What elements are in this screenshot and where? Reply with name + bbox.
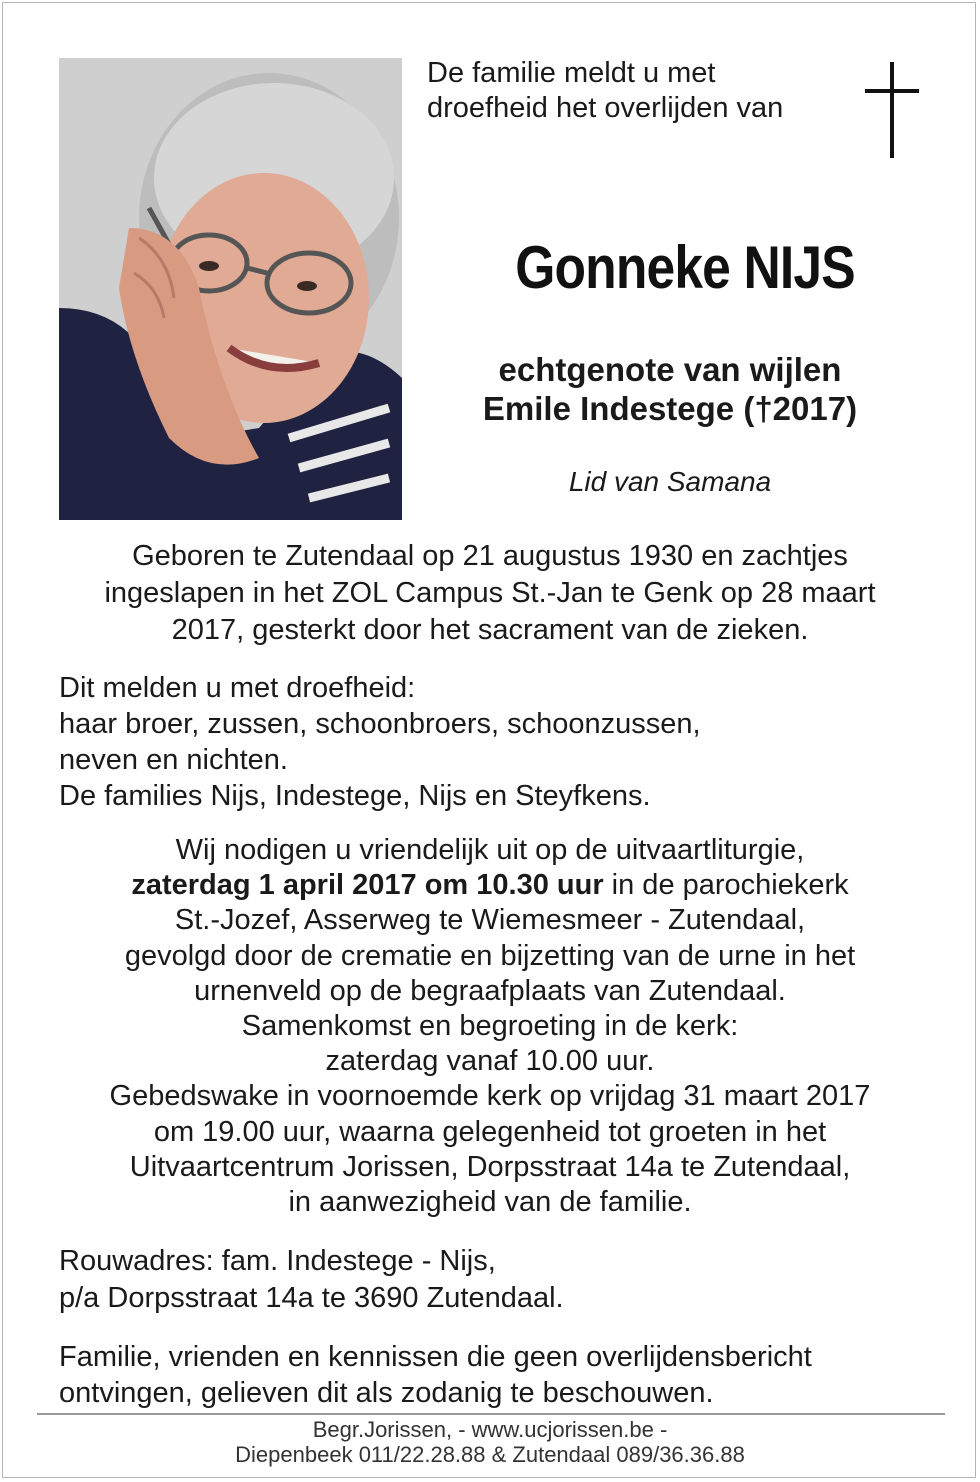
spouse-info bbox=[420, 350, 920, 428]
closing-line: ontvingen, gelieven dit als zodanig te beschouwen. bbox=[59, 1377, 714, 1409]
funeral-location-start: in de parochiekerk bbox=[603, 869, 849, 902]
address-line: Rouwadres: fam. Indestege - Nijs, bbox=[59, 1245, 496, 1277]
portrait-photo bbox=[59, 58, 402, 520]
funeral-line: gevolgd door de crematie en bijzetting van de urne in het bbox=[124, 939, 856, 972]
birth-line: ingeslapen in het ZOL Campus St.-Jan te Genk op 28 maart bbox=[104, 577, 876, 609]
funeral-line: Wij nodigen u vriendelijk uit op de uitvaartliturgie, bbox=[175, 834, 805, 866]
closing-note bbox=[59, 1339, 939, 1411]
deceased-name: Gonneke NIJS bbox=[515, 234, 855, 301]
intro-line: droefheid het overlijden van bbox=[427, 92, 784, 124]
membership-note: Lid van Samana bbox=[568, 466, 772, 497]
address-line: p/a Dorpsstraat 14a te 3690 Zutendaal. bbox=[59, 1282, 564, 1314]
footer-line: Diepenbeek 011/22.28.88 & Zutendaal 089/36.36.88 bbox=[235, 1442, 745, 1467]
funeral-line: St.-Jozef, Asserweg te Wiemesmeer - Zutendaal, bbox=[174, 904, 806, 937]
funeral-line: Samenkomst en begroeting in de kerk: bbox=[241, 1010, 739, 1043]
portrait-illustration bbox=[59, 58, 402, 520]
funeral-paragraph bbox=[40, 833, 940, 1220]
funeral-line: urnenveld op de begraafplaats van Zutendaal. bbox=[194, 974, 786, 1007]
funeral-line: Gebedswake in voornoemde kerk op vrijdag 31 maart 2017 bbox=[109, 1080, 871, 1113]
footer-line: Begr.Jorissen, - www.ucjorissen.be - bbox=[312, 1417, 668, 1442]
closing-line: Familie, vrienden en kennissen die geen overlijdensbericht bbox=[59, 1341, 812, 1373]
footer-divider bbox=[37, 1413, 945, 1415]
spouse-line: echtgenote van wijlen bbox=[498, 351, 842, 388]
funeral-date: zaterdag 1 april 2017 om 10.30 uur bbox=[131, 869, 604, 902]
funeral-date-line bbox=[40, 868, 940, 903]
cross-icon bbox=[862, 60, 922, 160]
intro-line: De familie meldt u met bbox=[427, 57, 716, 89]
footer-credits bbox=[40, 1417, 940, 1467]
announcement-line: De families Nijs, Indestege, Nijs en Steyfkens. bbox=[59, 780, 651, 812]
announcement-paragraph bbox=[59, 670, 939, 814]
funeral-line: Uitvaartcentrum Jorissen, Dorpsstraat 14a te Zutendaal, bbox=[129, 1150, 851, 1183]
intro-text bbox=[427, 56, 847, 126]
announcement-line: haar broer, zussen, schoonbroers, schoonzussen, bbox=[59, 708, 701, 740]
birth-line: 2017, gesterkt door het sacrament van de zieken. bbox=[171, 614, 809, 646]
announcement-line: neven en nichten. bbox=[59, 744, 288, 776]
birth-line: Geboren te Zutendaal op 21 augustus 1930 en zachtjes bbox=[132, 540, 848, 572]
birth-paragraph bbox=[40, 538, 940, 649]
mourning-address bbox=[59, 1243, 939, 1317]
announcement-line: Dit melden u met droefheid: bbox=[59, 672, 416, 704]
funeral-line: om 19.00 uur, waarna gelegenheid tot groeten in het bbox=[153, 1115, 827, 1148]
spouse-line: Emile Indestege (†2017) bbox=[482, 390, 858, 427]
funeral-line: zaterdag vanaf 10.00 uur. bbox=[325, 1045, 655, 1078]
funeral-line: in aanwezigheid van de familie. bbox=[288, 1186, 692, 1219]
